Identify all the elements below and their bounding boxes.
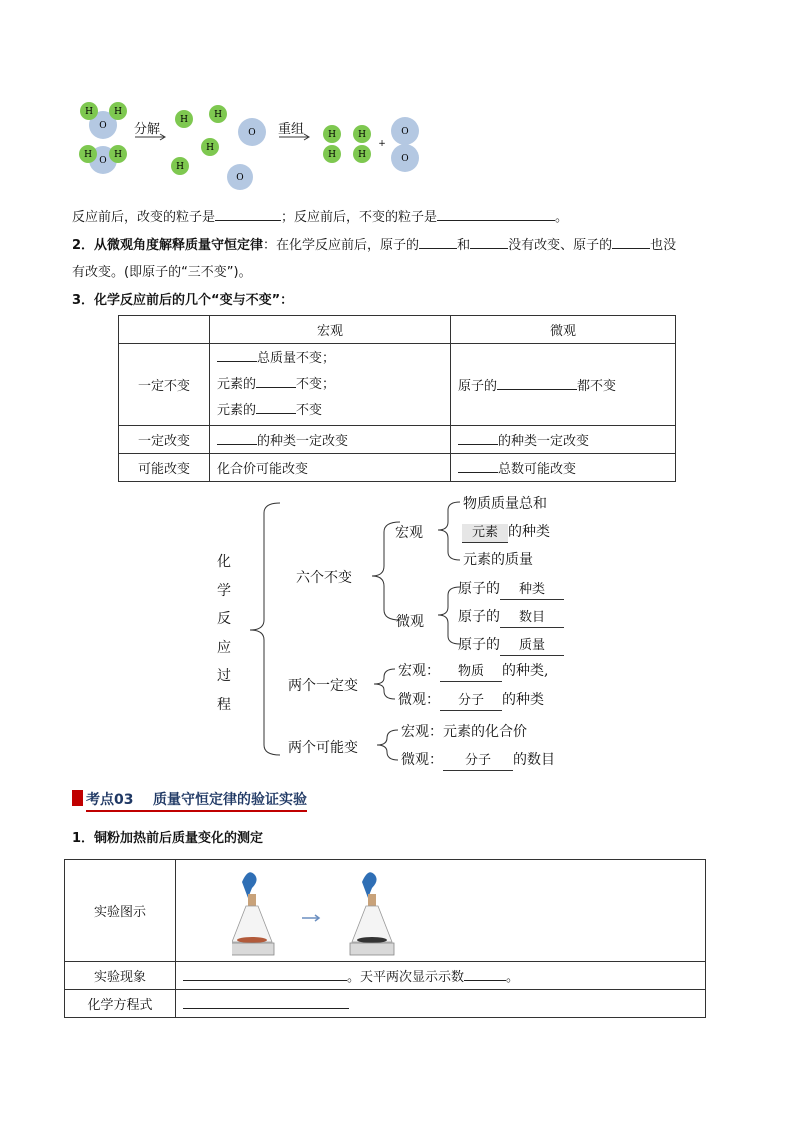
row3-micro: 总数可能改变 <box>451 454 676 482</box>
svg-text:+: + <box>378 139 386 149</box>
map-u1: 原子的 种类 <box>458 578 564 600</box>
svg-text:H: H <box>214 110 222 120</box>
svg-text:O: O <box>401 127 409 137</box>
h-label: H <box>85 107 93 117</box>
map-u3: 原子的 质量 <box>458 634 564 656</box>
section-title: 考点03 质量守恒定律的验证实验 <box>86 789 307 812</box>
svg-text:O: O <box>401 154 409 164</box>
fill-substance: 物质 <box>440 663 502 682</box>
svg-text:H: H <box>206 143 214 153</box>
experiment-table <box>64 859 706 1018</box>
row3-macro: 化合价可能改变 <box>210 454 451 482</box>
fill-mass: 质量 <box>500 637 564 656</box>
t2-row2-content: 。天平两次显示示数 。 <box>176 962 706 990</box>
head-micro: 微观 <box>451 316 676 344</box>
item2-line2: 有改变。(即原子的“三不变”)。 <box>72 265 252 280</box>
sub1-title: 1．铜粉加热前后质量变化的测定 <box>72 831 264 846</box>
row1-macro: 总质量不变； 元素的 不变； 元素的 不变 <box>210 344 451 426</box>
t2-row1-label: 实验图示 <box>65 860 176 962</box>
row2-macro: 的种类一定改变 <box>210 426 451 454</box>
fill-element: 元素 <box>462 524 508 543</box>
flask-illustration <box>232 864 452 960</box>
svg-text:H: H <box>180 115 188 125</box>
svg-text:H: H <box>358 150 366 160</box>
svg-text:H: H <box>358 130 366 140</box>
row2-micro: 的种类一定改变 <box>451 426 676 454</box>
fill-number: 数目 <box>500 609 564 628</box>
t2-row3-content <box>176 990 706 1018</box>
svg-text:O: O <box>248 128 256 138</box>
row3-label: 可能改变 <box>119 454 210 482</box>
svg-text:H: H <box>328 130 336 140</box>
item3-title: 3．化学反应前后的几个“变与不变”： <box>72 293 294 308</box>
map-m2: 元素 的种类 <box>462 521 550 543</box>
experiment-figure <box>176 860 706 962</box>
row2-label: 一定改变 <box>119 426 210 454</box>
row1-label: 一定不变 <box>119 344 210 426</box>
map-two: 两个一定变 <box>288 678 358 694</box>
map-t2: 微观： 分子 的种类 <box>398 689 544 711</box>
svg-text:H: H <box>176 162 184 172</box>
map-t1: 宏观： 物质 的种类, <box>398 660 548 682</box>
item2-line1: 2．从微观角度解释质量守恒定律：在化学反应前后，原子的 和 没有改变、原子的 也没 <box>72 234 676 253</box>
arrow2-label: 重组 <box>278 122 305 137</box>
arrow1-label: 分解 <box>134 122 161 137</box>
head-macro: 宏观 <box>210 316 451 344</box>
blank-equation[interactable] <box>183 994 349 1009</box>
map-p2: 微观： 分子 的数目 <box>401 749 555 771</box>
h-label: H <box>114 107 122 117</box>
fill-molecule-2: 分子 <box>443 752 513 771</box>
fill-kind: 种类 <box>500 581 564 600</box>
map-root: 化 学 反 应 过 程 <box>217 554 231 713</box>
blank-phenomenon[interactable] <box>183 966 347 981</box>
t2-row3-label: 化学方程式 <box>65 990 176 1018</box>
t2-row2-label: 实验现象 <box>65 962 176 990</box>
map-six: 六个不变 <box>296 570 352 586</box>
map-macro: 宏观 <box>395 525 423 541</box>
sentence-particles: 反应前后，改变的粒子是 ；反应前后，不变的粒子是 。 <box>72 206 568 225</box>
svg-text:H: H <box>84 150 92 160</box>
o-label: O <box>99 121 107 131</box>
svg-text:O: O <box>99 156 107 166</box>
apparatus-before <box>232 872 274 955</box>
fill-molecule-1: 分子 <box>440 692 502 711</box>
row1-micro: 原子的 都不变 <box>451 344 676 426</box>
blank-reading[interactable] <box>464 966 506 981</box>
map-may: 两个可能变 <box>288 740 358 756</box>
map-p1: 宏观：元素的化合价 <box>401 724 527 740</box>
map-m1: 物质质量总和 <box>463 496 547 512</box>
map-micro: 微观 <box>396 614 424 630</box>
apparatus-after <box>350 872 394 955</box>
svg-text:H: H <box>328 150 336 160</box>
svg-text:H: H <box>114 150 122 160</box>
svg-text:O: O <box>236 173 244 183</box>
map-m3: 元素的质量 <box>463 552 533 568</box>
map-u2: 原子的 数目 <box>458 606 564 628</box>
section-accent <box>72 790 83 806</box>
